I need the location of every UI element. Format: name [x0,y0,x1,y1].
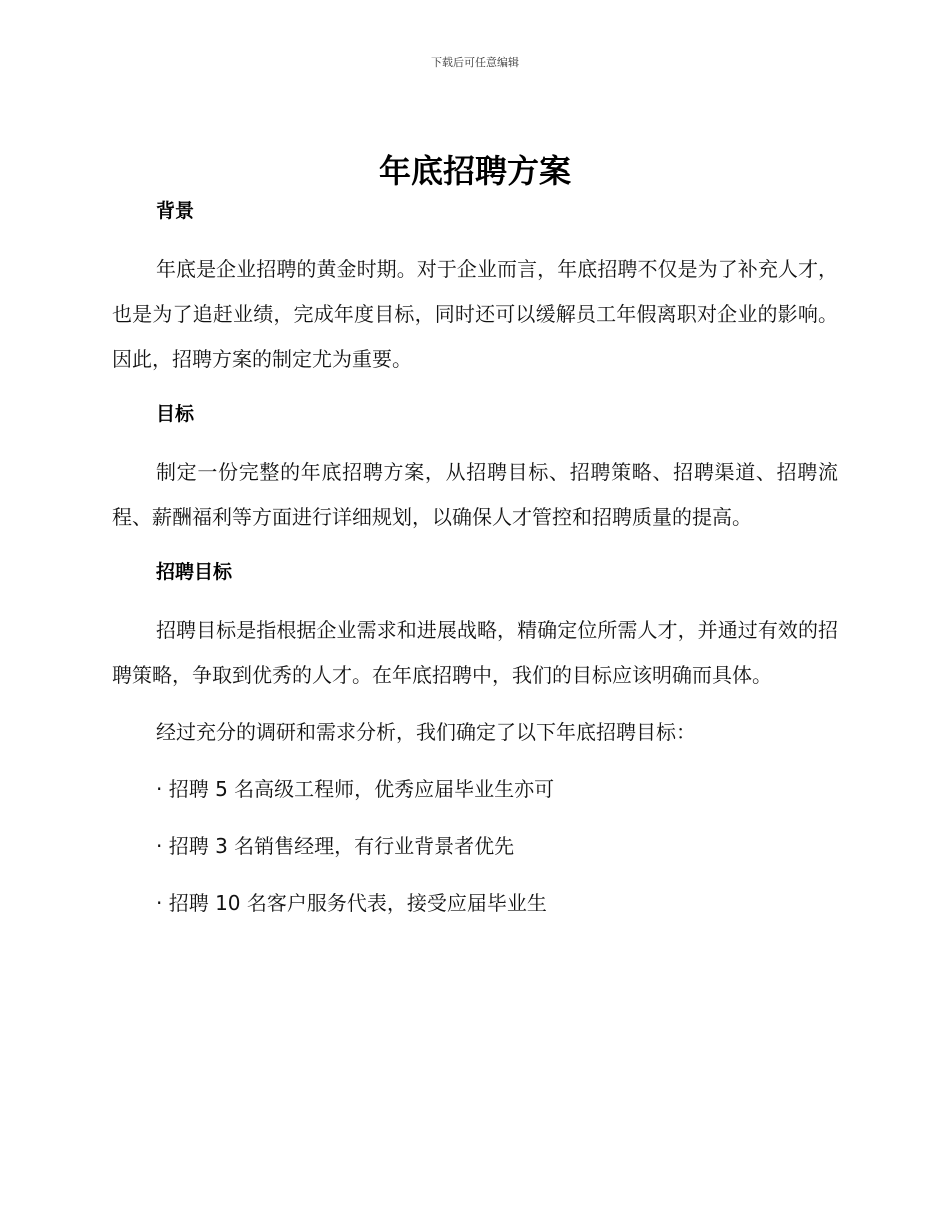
section-heading-background: 背景 [156,200,195,222]
bullet-item: · 招聘 10 名客户服务代表，接受应届毕业生 [156,891,547,915]
background-paragraph: 年底是企业招聘的黄金时期。对于企业而言，年底招聘不仅是为了补充人才，也是为了追赶业绩，完成年度目标，同时还可以缓解员工年假离职对企业的影响。因此，招聘方案的制定尤为重要。 [112,257,838,371]
goal-paragraph: 制定一份完整的年底招聘方案，从招聘目标、招聘策略、招聘渠道、招聘流程、薪酬福利等方面进行详细规划，以确保人才管控和招聘质量的提高。 [112,460,838,529]
recruit-goal-paragraph-1: 招聘目标是指根据企业需求和进展战略，精确定位所需人才，并通过有效的招聘策略，争取到优秀的人才。在年底招聘中，我们的目标应该明确而具体。 [112,618,838,687]
document-title: 年底招聘方案 [378,152,571,190]
recruit-goal-paragraph-2: 经过充分的调研和需求分析，我们确定了以下年底招聘目标： [156,720,696,744]
header-note: 下载后可任意编辑 [431,56,519,69]
bullet-item: · 招聘 5 名高级工程师，优秀应届毕业生亦可 [156,777,555,801]
bullet-item: · 招聘 3 名销售经理，有行业背景者优先 [156,834,515,858]
section-heading-recruit-goal: 招聘目标 [156,561,233,583]
section-heading-goal: 目标 [156,403,195,425]
